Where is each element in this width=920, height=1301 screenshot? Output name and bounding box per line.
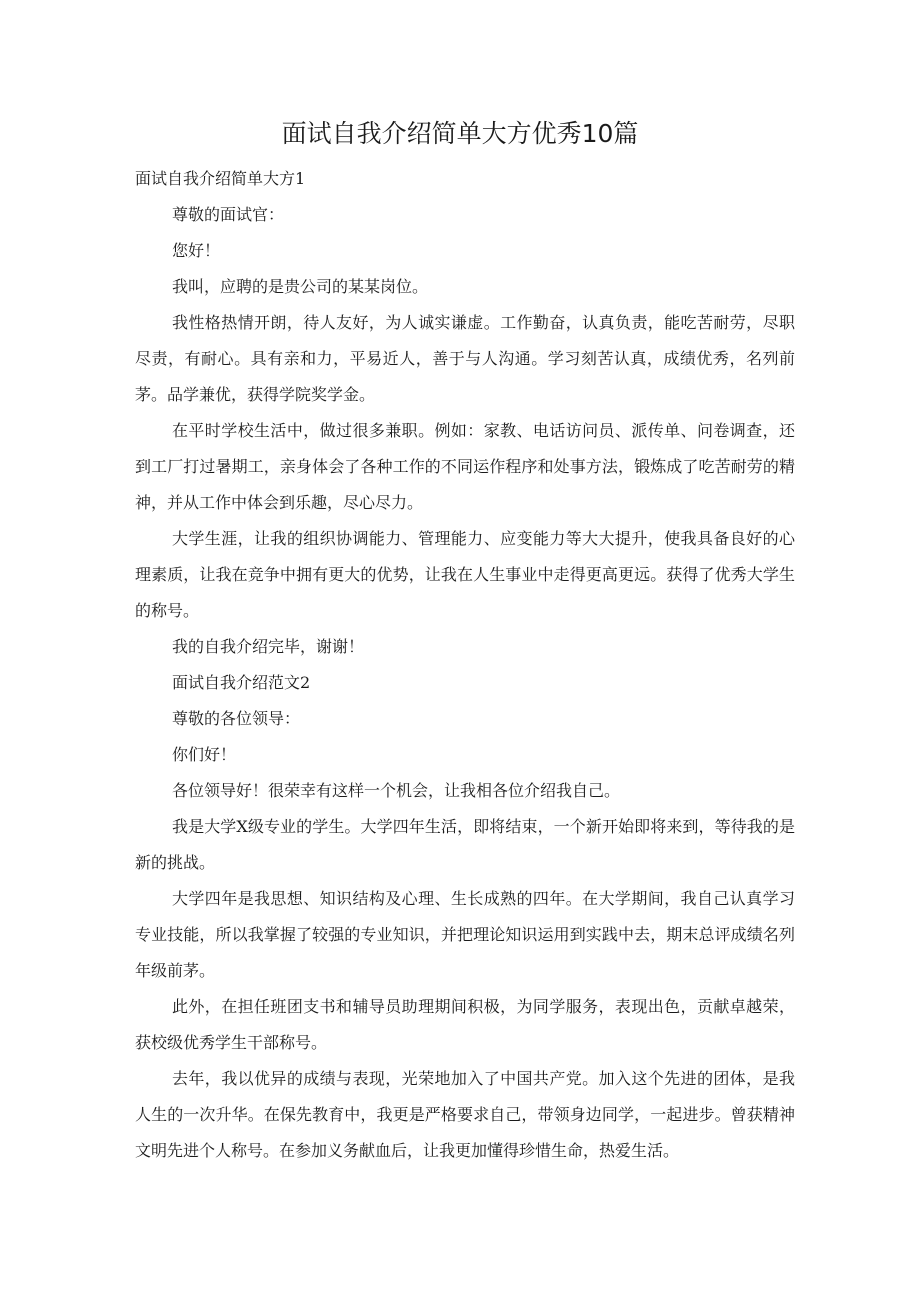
closing: 我的自我介绍完毕，谢谢！ — [172, 637, 365, 656]
salutation: 尊敬的各位领导： — [172, 709, 301, 728]
body-paragraph: 各位领导好！很荣幸有这样一个机会，让我相各位介绍我自己。 — [172, 781, 621, 800]
body-paragraph: 此外，在担任班团支书和辅导员助理期间积极，为同学服务，表现出色，贡献卓越荣，获校级优秀学生干部称号。 — [135, 997, 795, 1052]
greeting: 你们好！ — [172, 745, 237, 764]
document-body — [135, 161, 795, 1169]
greeting: 您好！ — [172, 241, 221, 260]
body-paragraph: 去年，我以优异的成绩与表现，光荣地加入了中国共产党。加入这个先进的团体，是我人生的一次升华。在保先教育中，我更是严格要求自己，带领身边同学，一起进步。曾获精神文明先进个人称号。在参加义务献血后，让我更加懂得珍惜生命，热爱生活。 — [135, 1069, 795, 1160]
section-heading: 面试自我介绍范文2 — [172, 673, 311, 692]
salutation: 尊敬的面试官： — [172, 205, 285, 224]
body-paragraph: 大学四年是我思想、知识结构及心理、生长成熟的四年。在大学期间，我自己认真学习专业技能，所以我掌握了较强的专业知识，并把理论知识运用到实践中去，期末总评成绩名列年级前茅。 — [135, 889, 795, 980]
body-paragraph: 我性格热情开朗，待人友好，为人诚实谦虚。工作勤奋，认真负责，能吃苦耐劳，尽职尽责，有耐心。具有亲和力，平易近人，善于与人沟通。学习刻苦认真，成绩优秀，名列前茅。品学兼优，获得学院奖学金。 — [135, 313, 795, 404]
body-paragraph: 在平时学校生活中，做过很多兼职。例如：家教、电话访问员、派传单、问卷调查，还到工厂打过暑期工，亲身体会了各种工作的不同运作程序和处事方法，锻炼成了吃苦耐劳的精神，并从工作中体会到乐趣，尽心尽力。 — [135, 421, 795, 512]
section-heading: 面试自我介绍简单大方1 — [135, 169, 306, 188]
body-paragraph: 我是大学X级专业的学生。大学四年生活，即将结束，一个新开始即将来到，等待我的是新的挑战。 — [135, 817, 795, 872]
document-title: 面试自我介绍简单大方优秀10篇 — [281, 119, 639, 148]
body-paragraph: 大学生涯，让我的组织协调能力、管理能力、应变能力等大大提升，使我具备良好的心理素质，让我在竞争中拥有更大的优势，让我在人生事业中走得更高更远。获得了优秀大学生的称号。 — [135, 529, 795, 620]
body-paragraph: 我叫，应聘的是贵公司的某某岗位。 — [172, 277, 429, 296]
